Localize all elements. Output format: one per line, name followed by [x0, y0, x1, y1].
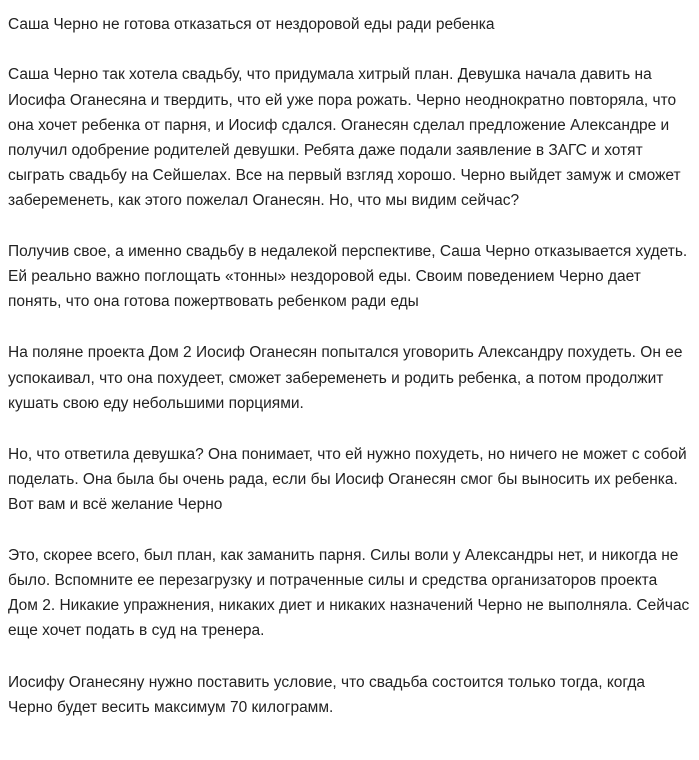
article-paragraph: Саша Черно так хотела свадьбу, что придумала хитрый план. Девушка начала давить на Иосифа Оганесяна и твердить, что ей уже пора рожать. Черно неоднократно повторяла, что она хочет ребенка от парня, и Иосиф сдался. Оганесян сделал предложение Александре и получил одобрение родителей девушки. Ребята даже подали заявление в ЗАГС и хотят сыграть свадьбу на Сейшелах. Все на первый взгляд хорошо. Черно выйдет замуж и сможет забеременеть, как этого пожелал Оганесян. Но, что мы видим сейчас? — [8, 66, 681, 210]
article-paragraph: Получив свое, а именно свадьбу в недалекой перспективе, Саша Черно отказывается худеть. Ей реально важно поглощать «тонны» нездоровой еды. Своим поведением Черно дает понять, что она готова пожертвовать ребенком ради еды — [8, 243, 688, 311]
page-title: Саша Черно не готова отказаться от нездоровой еды ради ребенка — [8, 16, 495, 33]
article-paragraph: Это, скорее всего, был план, как заманить парня. Силы воли у Александры нет, и никогда не было. Вспомните ее перезагрузку и потраченные силы и средства организаторов проекта Дом 2. Никакие упражнения, никаких диет и никаких назначений Черно не выполняла. Сейчас еще хочет подать в суд на тренера. — [8, 547, 690, 640]
article-paragraph: На поляне проекта Дом 2 Иосиф Оганесян попытался уговорить Александру похудеть. Он ее успокаивал, что она похудеет, сможет забеременеть и родить ребенка, а потом продолжит кушать свою еду небольшими порциями. — [8, 344, 683, 412]
article-paragraph: Иосифу Оганесяну нужно поставить условие, что свадьба состоится только тогда, когда Черно будет весить максимум 70 килограмм. — [8, 673, 646, 716]
article-paragraph: Но, что ответила девушка? Она понимает, что ей нужно похудеть, но ничего не может с собой поделать. Она была бы очень рада, если бы Иосиф Оганесян смог бы выносить их ребенка. Вот вам и всё желание Черно — [8, 445, 687, 513]
